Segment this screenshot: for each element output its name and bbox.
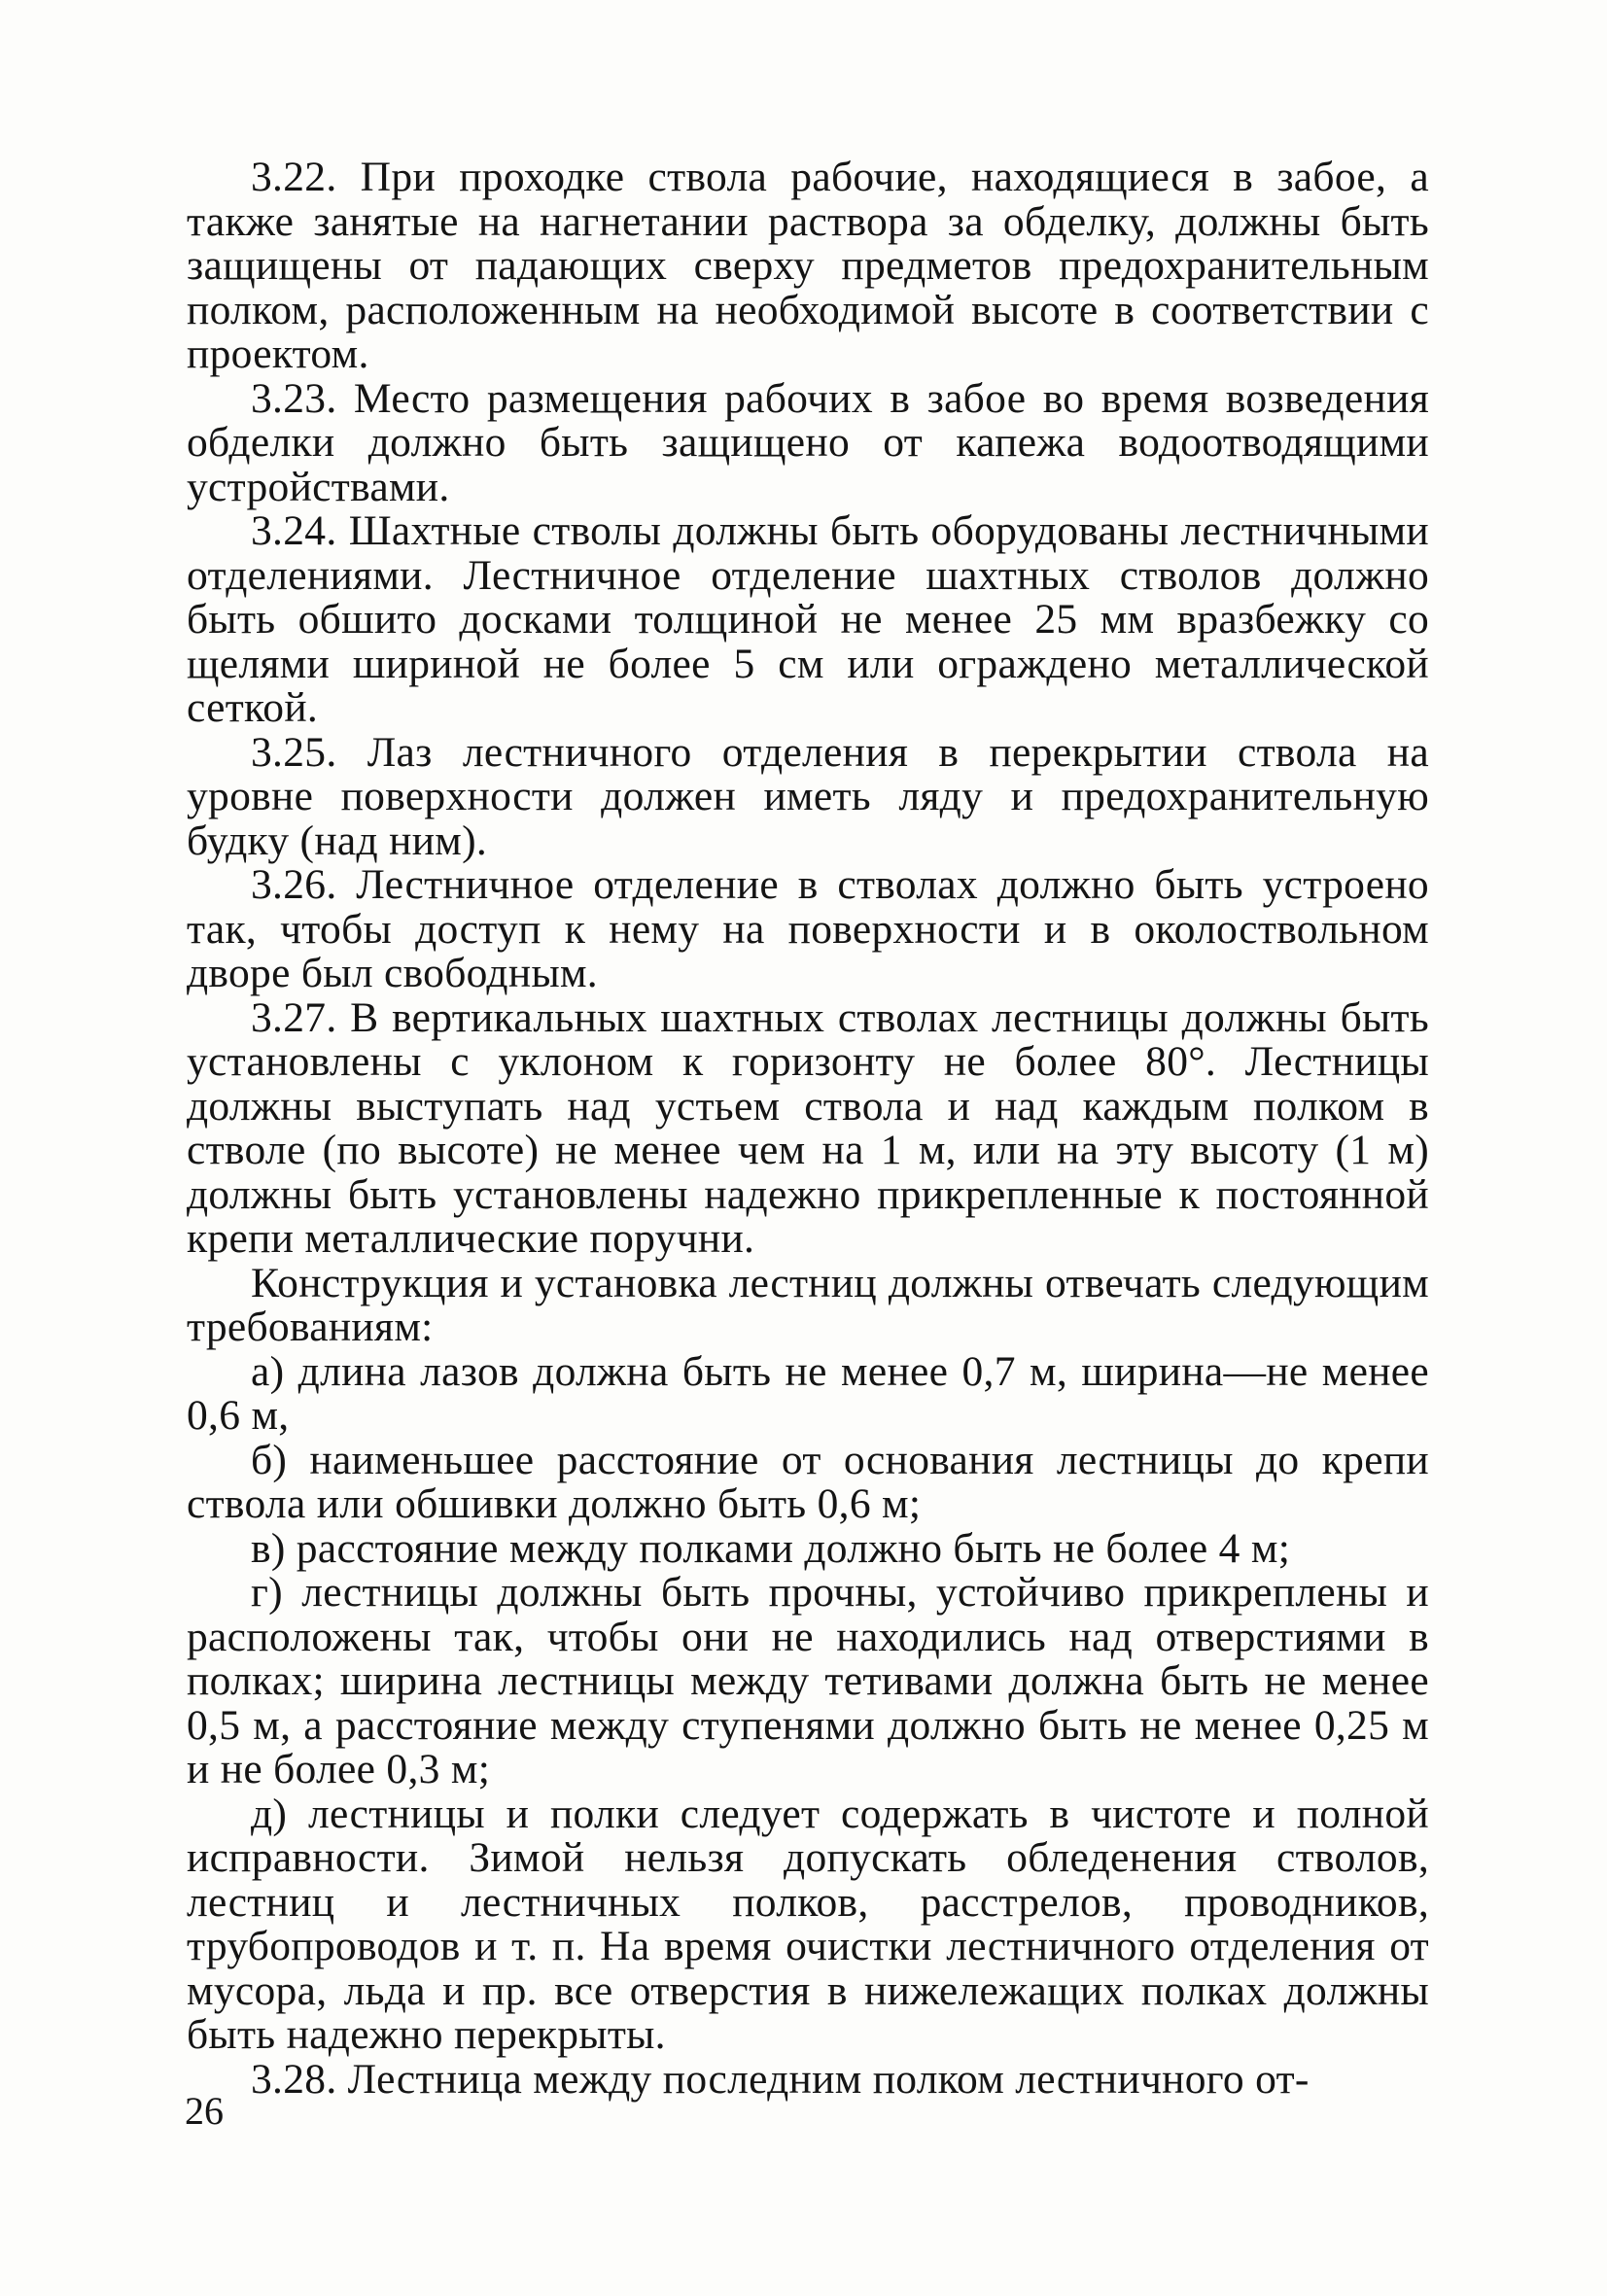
list-item-v: в) расстояние между полками должно быть не более 4 м; — [251, 1524, 1291, 1572]
list-item-d: д) лестницы и полки следует содержать в чистоте и полной исправности. Зимой нельзя допускать обледенения стволов, лестниц и лестничных полков, расстрелов, проводников, трубопроводов и т. п. На время очистки лестничного отделения от мусора, льда и пр. все отверстия в нижележащих полках должны быть надежно перекрыты. — [187, 1790, 1429, 2058]
paragraph-3-26: 3.26. Лестничное отделение в стволах должно быть устроено так, чтобы доступ к нему на поверхности и в околоствольном дворе был свободным. — [187, 861, 1429, 996]
page-number: 26 — [185, 2089, 224, 2133]
paragraph-3-22: 3.22. При проходке ствола рабочие, находящиеся в забое, а также занятые на нагнетании раствора за обделку, должны быть защищены от падающих сверху предметов предохранительным полком, расположенным на необходимой высоте в соответствии с проектом. — [187, 154, 1429, 377]
list-item-g: г) лестницы должны быть прочны, устойчиво прикреплены и расположены так, чтобы они не находились над отверстиями в полках; ширина лестницы между тетивами должна быть не менее 0,5 м, а расстояние между ступенями должно быть не менее 0,25 м и не более 0,3 м; — [187, 1569, 1429, 1792]
paragraph-3-24: 3.24. Шахтные стволы должны быть оборудованы лестничными отделениями. Лестничное отделение шахтных стволов должно быть обшито досками толщиной не менее 25 мм вразбежку со щелями шириной не более 5 см или ограждено металлической сеткой. — [187, 507, 1429, 731]
paragraph-3-27: 3.27. В вертикальных шахтных стволах лестницы должны быть установлены с уклоном к горизонту не более 80°. Лестницы должны выступать над устьем ствола и над каждым полком в стволе (по высоте) не менее чем на 1 м, или на эту высоту (1 м) должны быть установлены надежно прикрепленные к постоянной крепи металлические поручни. — [187, 993, 1429, 1262]
paragraph-3-25: 3.25. Лаз лестничного отделения в перекрытии ствола на уровне поверхности должен иметь ляду и предохранительную будку (над ним). — [187, 728, 1429, 864]
list-item-b: б) наименьшее расстояние от основания лестницы до крепи ствола или обшивки должно быть 0,6 м; — [187, 1436, 1429, 1527]
paragraph-3-23: 3.23. Место размещения рабочих в забое во время возведения обделки должно быть защищено от капежа водоотводящими устройствами. — [187, 374, 1429, 510]
paragraph-requirements-intro: Конструкция и установка лестниц должны отвечать следующим требованиям: — [187, 1259, 1429, 1350]
paragraph-3-28: 3.28. Лестница между последним полком лестничного от- — [251, 2055, 1310, 2103]
list-item-a: а) длина лазов должна быть не менее 0,7 м, ширина—не менее 0,6 м, — [187, 1347, 1429, 1439]
body-text — [187, 156, 1429, 2102]
